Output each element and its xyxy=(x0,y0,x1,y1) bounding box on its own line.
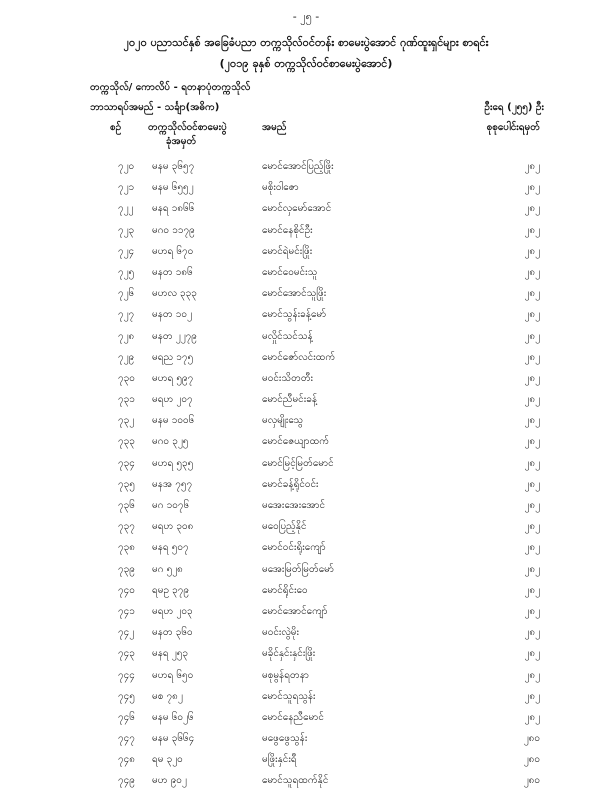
row-number: ၇၂၁ xyxy=(118,182,135,194)
table-row xyxy=(0,282,612,303)
table-row xyxy=(0,621,612,642)
total-marks: ၂၈၂ xyxy=(524,161,540,172)
student-name: မဖြိုးနှင်းရီ xyxy=(262,754,297,766)
table-row xyxy=(0,664,612,685)
row-number: ၇၂၉ xyxy=(118,351,135,363)
roll-number: ရမ ၃၂၀ xyxy=(152,754,183,766)
roll-number: မနမ ၆၅၅၂ xyxy=(152,182,194,194)
student-name: မဝင်းသိတတီး xyxy=(262,372,314,384)
table-row xyxy=(0,176,612,197)
total-marks: ၂၈၂ xyxy=(524,224,540,236)
roll-number: ရမဥ ၃၇၉ xyxy=(152,584,190,596)
row-number: ၇၃၆ xyxy=(118,500,135,511)
roll-number: မစ ၇၈၂ xyxy=(152,690,183,702)
row-number: ၇၂၅ xyxy=(118,266,135,278)
total-marks: ၂၈၂ xyxy=(524,478,540,490)
table-row xyxy=(0,558,612,579)
total-marks: ၂၈၂ xyxy=(524,711,540,723)
document-title: ၂၀၂၀ ပညာသင်နှစ် အခြေခံပညာ တက္ကသိုလ်ဝင်တန်း စာမေးပွဲအောင် ဂုဏ်ထူးရှင်များ စာရင်း xyxy=(123,36,489,49)
row-number: ၇၄၄ xyxy=(118,669,135,681)
total-marks: ၂၈၂ xyxy=(524,182,540,194)
total-marks: ၂၈၂ xyxy=(524,457,540,469)
table-row xyxy=(0,727,612,748)
table-row xyxy=(0,769,612,790)
table-row xyxy=(0,219,612,240)
row-number: ၇၂၆ xyxy=(118,288,135,300)
student-name: မောင်နေစိုင်ဦး xyxy=(262,224,313,236)
row-number: ၇၄၀ xyxy=(118,584,135,596)
total-marks: ၂၈၀ xyxy=(523,775,540,787)
row-number: ၇၂၃ xyxy=(118,224,135,236)
row-number: ၇၃၅ xyxy=(118,478,135,490)
row-number: ၇၃၁ xyxy=(118,394,135,406)
table-row xyxy=(0,494,612,515)
roll-number: မနတ ၂၂၇၉ xyxy=(152,330,197,342)
roll-number: မရဟ ၂၀၇ xyxy=(152,394,193,406)
total-marks: ၂၈၂ xyxy=(524,394,540,406)
total-marks: ၂၈၂ xyxy=(524,669,540,681)
roll-number: မဟရ ၆၇၀ xyxy=(152,245,194,257)
roll-number: မဟရ ၅၃၅ xyxy=(152,457,194,469)
table-row xyxy=(0,197,612,218)
student-name: မောင်ညီမင်းခန့် xyxy=(262,394,318,406)
roll-number: မဂ ၅၂၈ xyxy=(152,563,183,575)
student-name: မဝေပြည့်နိုင် xyxy=(262,521,307,533)
roll-number: မနမ ၆၀၂၆ xyxy=(152,711,194,723)
table-row xyxy=(0,367,612,388)
row-number: ၇၃၀ xyxy=(118,372,135,384)
results-table xyxy=(0,155,612,791)
roll-number: မဂဝ ၃၂၅ xyxy=(152,436,189,448)
roll-number: မရဟ ၂၀၃ xyxy=(152,605,193,617)
table-row xyxy=(0,706,612,727)
total-marks: ၂၈၂ xyxy=(524,690,540,702)
total-marks: ၂၈၂ xyxy=(524,500,540,511)
table-row xyxy=(0,303,612,324)
page-number: - ၂၅ - xyxy=(292,10,320,23)
student-name: မောင်အောင်သူဖြိုး xyxy=(262,288,327,300)
table-row xyxy=(0,642,612,663)
row-number: ၇၄၅ xyxy=(118,690,135,702)
table-row xyxy=(0,452,612,473)
table-row xyxy=(0,325,612,346)
roll-number: မဟလ ၃၃၃ xyxy=(152,288,197,300)
header-no: စဉ် xyxy=(110,122,122,133)
total-marks: ၂၈၂ xyxy=(524,266,540,278)
roll-number: မနတ ၃၆၀ xyxy=(152,627,193,639)
total-marks: ၂၈၂ xyxy=(524,563,540,575)
student-name: မစုမွန်ရတနာ xyxy=(262,669,309,681)
total-marks: ၂၈၂ xyxy=(524,309,540,321)
total-marks: ၂၈၂ xyxy=(524,203,540,215)
student-name: မောင်ခန့်ရိုင်ဝင်း xyxy=(262,478,319,490)
row-number: ၇၄၉ xyxy=(118,775,135,787)
total-marks: ၂၈၂ xyxy=(524,542,540,554)
table-row xyxy=(0,388,612,409)
header-roll: တက္ကသိုလ်ဝင်စာမေးပွဲ xyxy=(148,122,227,133)
table-row xyxy=(0,346,612,367)
total-marks: ၂၈၂ xyxy=(524,372,540,384)
roll-number: မနရ ၂၅၃ xyxy=(152,648,188,660)
student-name: မောင်ရိုင်းဝေ xyxy=(262,584,308,596)
row-number: ၇၃၉ xyxy=(118,563,135,575)
roll-number: မနအ ၇၅၇ xyxy=(152,478,193,490)
total-marks: ၂၈၂ xyxy=(524,436,540,448)
total-marks: ၂၈၂ xyxy=(524,605,540,617)
roll-number: မနမ ၁၀၀၆ xyxy=(152,415,195,427)
total-marks: ၂၈၂ xyxy=(524,648,540,660)
roll-number: မရည ၁၇၅ xyxy=(152,351,194,363)
subject-label: ဘာသာရပ်အမည် - သင်္ချာ(အဓိက) xyxy=(90,102,220,113)
table-row xyxy=(0,536,612,557)
table-row xyxy=(0,685,612,706)
table-row xyxy=(0,430,612,451)
roll-number: မနရ ၅၀၇ xyxy=(152,542,189,554)
student-name: မောင်ဇေယျာထက် xyxy=(262,436,330,448)
student-name: မစိုးဝါဇော xyxy=(262,182,299,194)
student-name: မောင်အောင်ပြည့်ဖြိုး xyxy=(262,161,334,172)
roll-number: မဟ ၉၀၂ xyxy=(152,775,187,787)
student-name: မဖွေဖွေသွန်း xyxy=(262,733,308,745)
student-name: မောင်ဝင်းရိုးကျော် xyxy=(262,542,326,554)
roll-number: မရဟ ၃၀၈ xyxy=(152,521,194,533)
student-name: မောင်သွန်းခန့်မော် xyxy=(262,309,327,321)
row-number: ၇၂၄ xyxy=(118,245,135,257)
student-name: မောင်လှမော်အောင် xyxy=(262,203,332,215)
total-marks: ၂၈၂ xyxy=(524,415,540,427)
student-name: မဝင်းလွဲမိုး xyxy=(262,627,300,639)
total-marks: ၂၈၂ xyxy=(524,521,540,533)
total-marks: ၂၈၂ xyxy=(524,584,540,596)
row-number: ၇၂၇ xyxy=(118,309,135,321)
row-number: ၇၃၂ xyxy=(118,415,135,427)
row-number: ၇၂၀ xyxy=(118,161,135,172)
roll-number: မဟရ ၆၅၀ xyxy=(152,669,194,681)
table-row xyxy=(0,515,612,536)
table-row xyxy=(0,409,612,430)
student-name: မောင်နေညီမောင် xyxy=(262,711,324,723)
header-roll-line2: ခုံအမှတ် xyxy=(166,136,197,147)
roll-number: မနရ ၁၈၆၆ xyxy=(152,203,195,215)
table-row xyxy=(0,261,612,282)
row-number: ၇၄၈ xyxy=(118,754,135,766)
student-name: မအေးအေးအောင် xyxy=(262,500,326,511)
row-number: ၇၃၇ xyxy=(118,521,135,533)
row-number: ၇၂၈ xyxy=(118,330,135,342)
roll-number: မဂ ၁၀၇၆ xyxy=(152,500,190,511)
table-row xyxy=(0,155,612,176)
student-name: မောင်သူရထက်နိုင် xyxy=(262,775,329,787)
student-name: မောင်ဝေမင်းသူ xyxy=(262,266,318,278)
roll-number: မဟရ ၅၉၇ xyxy=(152,372,194,384)
student-name: မခိုင်နှင်းနှင်းဖြိုး xyxy=(262,648,316,660)
table-row xyxy=(0,240,612,261)
header-marks: စုစုပေါင်းရမှတ် xyxy=(486,122,540,133)
table-row xyxy=(0,748,612,769)
row-number: ၇၃၄ xyxy=(118,457,135,469)
student-name: မအေးမြတ်မြတ်မော် xyxy=(262,563,334,575)
row-number: ၇၄၁ xyxy=(118,605,135,617)
table-row xyxy=(0,579,612,600)
roll-number: မနတ ၁၈၆ xyxy=(152,266,193,278)
roll-number: မနမ ၃၆၆၄ xyxy=(152,733,195,745)
row-number: ၇၃၈ xyxy=(118,542,135,554)
student-name: မောင်အောင်ကျော် xyxy=(262,605,328,617)
student-name: မောင်သူရသွန်း xyxy=(262,690,316,702)
student-name: မလှိုင်သင်သန့် xyxy=(262,330,313,342)
total-marks: ၂၈၀ xyxy=(523,733,540,745)
total-marks: ၂၈၂ xyxy=(524,351,540,363)
document-subtitle: (၂၀၁၉ ခုနှစ် တက္ကသိုလ်ဝင်စာမေးပွဲအောင်) xyxy=(219,57,393,70)
roll-number: မနမ ၃၆၅၇ xyxy=(152,161,195,172)
total-marks: ၂၈၂ xyxy=(524,288,540,300)
student-name: မောင်ဇော်လင်းထက် xyxy=(262,351,336,363)
student-name: မောင်ရဲမင်းဖြိုး xyxy=(262,245,313,257)
total-marks: ၂၈၂ xyxy=(524,627,540,639)
student-name: မောင်မြင့်မြတ်မောင် xyxy=(262,457,334,469)
row-number: ၇၄၇ xyxy=(118,733,135,745)
table-row xyxy=(0,473,612,494)
row-number: ၇၄၂ xyxy=(118,627,135,639)
roll-number: မဂဝ ၁၁၇၉ xyxy=(152,224,195,236)
total-count: ဦးရေ (၂၅၅) ဦး xyxy=(484,102,544,113)
header-name: အမည် xyxy=(262,122,287,133)
row-number: ၇၂၂ xyxy=(118,203,134,215)
total-marks: ၂၈၂ xyxy=(524,245,540,257)
table-header xyxy=(0,118,612,152)
total-marks: ၂၈၂ xyxy=(524,330,540,342)
row-number: ၇၄၆ xyxy=(118,711,135,723)
table-row xyxy=(0,600,612,621)
student-name: မလှမျိုးသွေ xyxy=(262,415,304,427)
row-number: ၇၄၃ xyxy=(118,648,135,660)
roll-number: မနတ ၁၀၂ xyxy=(152,309,192,321)
university-label: တက္ကသိုလ်/ ကောလိပ် - ရတနာပုံတက္ကသိုလ် xyxy=(90,82,251,93)
row-number: ၇၃၃ xyxy=(118,436,135,448)
total-marks: ၂၈၀ xyxy=(523,754,540,766)
